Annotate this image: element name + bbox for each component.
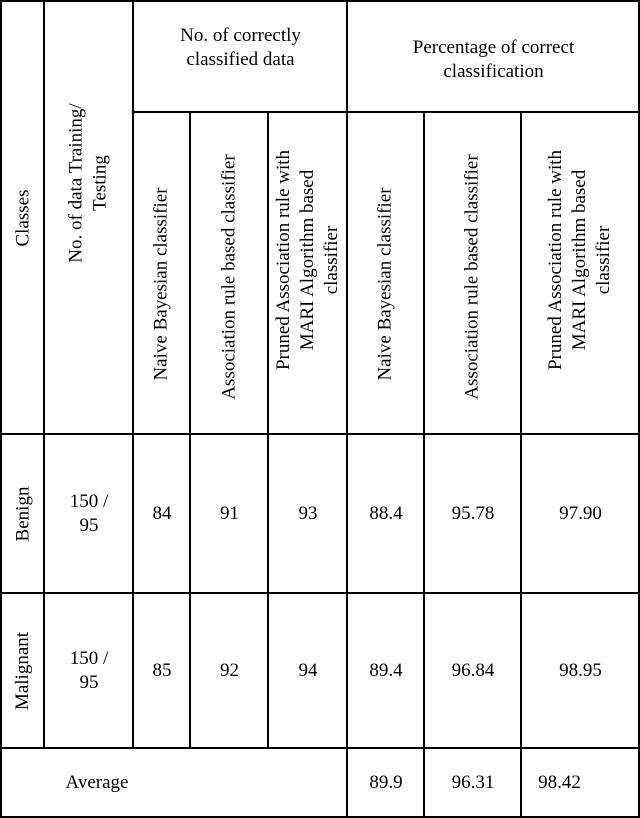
subheader-label: Association rule based classifier	[218, 153, 240, 400]
header-group-percentage: Percentage of correct classification	[412, 37, 575, 82]
subheader-association-rule-pct	[425, 113, 521, 434]
table-cell-data: 150 / 95	[69, 491, 109, 536]
header-group-correct-count: No. of correctly classified data	[180, 25, 301, 70]
table-cell-nb-pct: 89.4	[369, 660, 403, 681]
subheader-label: Pruned Association rule with MARI Algorithm based classifier	[545, 149, 615, 370]
table-cell-data: 150 / 95	[69, 648, 109, 693]
class-label: Malignant	[12, 631, 34, 711]
subheader-label: Association rule based classifier	[462, 153, 483, 400]
header-no-of-data-label: No. of data Training/ Testing	[66, 103, 112, 263]
table-cell-mari-count: 94	[298, 660, 318, 681]
table-cell-mari-pct: 98.95	[559, 660, 602, 681]
table-cell-nb-count: 84	[152, 503, 172, 524]
subheader-pruned-mari-count	[269, 113, 347, 434]
header-no-of-data	[45, 2, 133, 434]
subheader-label: Naive Bayesian classifier	[151, 186, 172, 381]
subheader-naive-bayesian-count	[134, 113, 190, 434]
table-cell-mari-count: 93	[298, 503, 318, 524]
average-nb-pct: 89.9	[369, 772, 403, 793]
average-label: Average	[65, 772, 129, 793]
class-label: Benign	[12, 486, 34, 542]
table-row-class	[2, 594, 44, 748]
average-mari-pct: 98.42	[538, 772, 581, 793]
header-classes	[2, 2, 44, 434]
table-cell-mari-pct: 97.90	[559, 503, 602, 524]
subheader-label: Naive Bayesian classifier	[375, 186, 396, 381]
average-ar-pct: 96.31	[451, 772, 495, 793]
table-cell-ar-count: 91	[220, 503, 239, 524]
table-row-class	[2, 435, 44, 593]
table-cell-ar-count: 92	[220, 660, 239, 681]
subheader-pruned-mari-pct	[522, 113, 639, 434]
subheader-naive-bayesian-pct	[348, 113, 424, 434]
table-cell-nb-count: 85	[152, 660, 172, 681]
table-cell-ar-pct: 96.84	[451, 660, 495, 681]
subheader-association-rule-count	[191, 113, 268, 434]
subheader-label: Pruned Association rule with MARI Algorithm based classifier	[273, 149, 342, 370]
header-classes-label: Classes	[12, 189, 33, 247]
table-cell-nb-pct: 88.4	[369, 503, 403, 524]
table-cell-ar-pct: 95.78	[451, 503, 495, 524]
